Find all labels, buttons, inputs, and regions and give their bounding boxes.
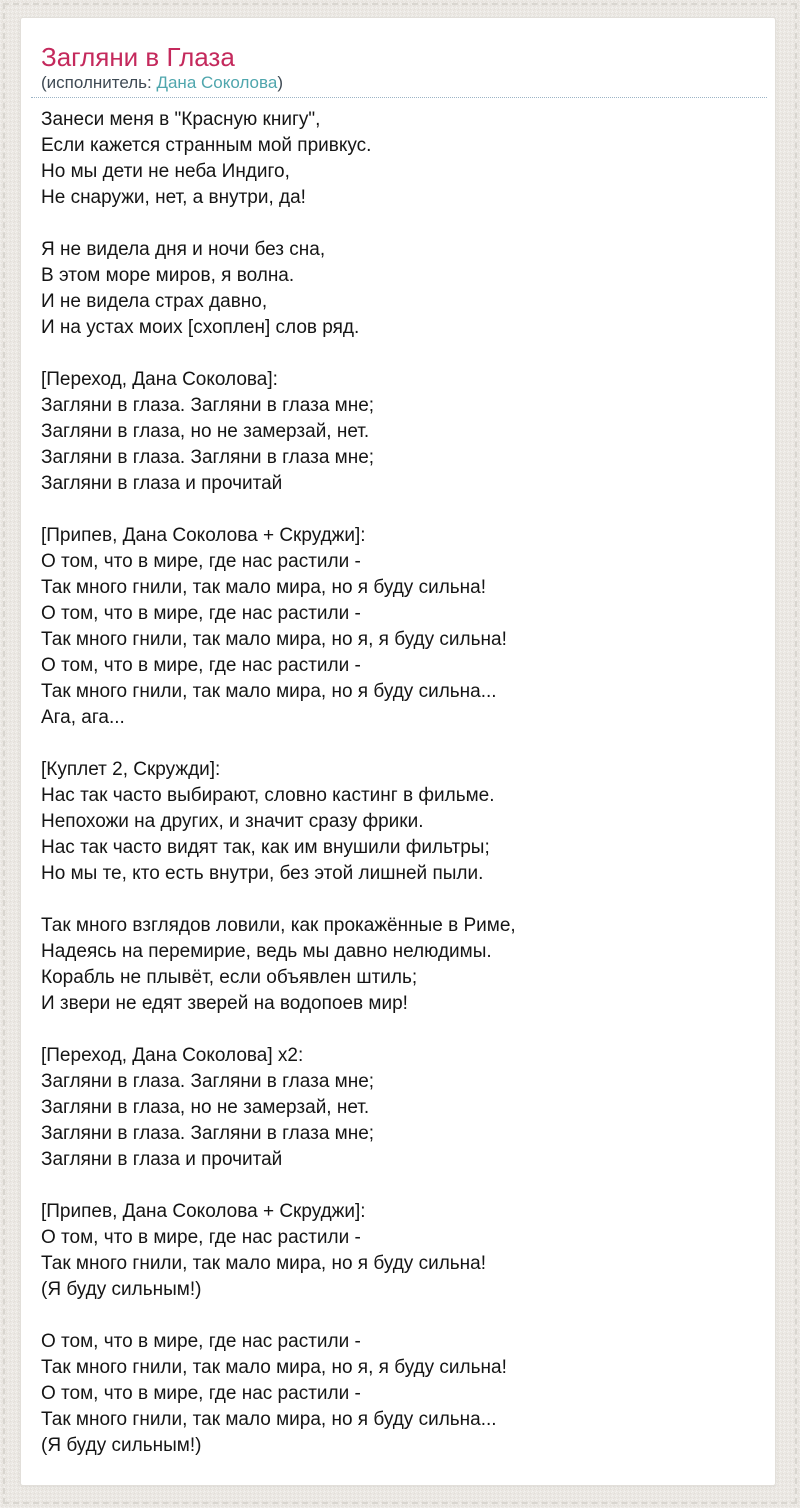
stanza [41,757,755,887]
song-header [31,42,767,98]
lyric-line: И на устах моих [схоплен] слов ряд. [41,317,360,338]
lyric-line: Загляни в глаза. Загляни в глаза мне; [41,1071,375,1092]
lyric-line: И не видела страх давно, [41,291,268,312]
lyric-line: Надеясь на перемирие, ведь мы давно нелюдимы. [41,941,492,962]
artist-label-prefix: (исполнитель: [41,73,157,92]
lyric-line: О том, что в мире, где нас растили - [41,1227,361,1248]
lyric-line: О том, что в мире, где нас растили - [41,655,361,676]
lyric-line: (Я буду сильным!) [41,1435,202,1456]
lyric-line: О том, что в мире, где нас растили - [41,1383,361,1404]
stanza [41,107,755,211]
lyric-line: [Переход, Дана Соколова]: [41,369,278,390]
lyric-line: Загляни в глаза. Загляни в глаза мне; [41,395,375,416]
lyric-line: (Я буду сильным!) [41,1279,202,1300]
lyric-line: И звери не едят зверей на водопоев мир! [41,993,408,1014]
page-title: Загляни в Глаза [41,42,235,72]
artist-link[interactable]: Дана Соколова [156,73,278,92]
lyric-line: Непохожи на других, и значит сразу фрики. [41,811,424,832]
lyric-line: Я не видела дня и ночи без сна, [41,239,326,260]
stanza [41,237,755,341]
lyric-line: О том, что в мире, где нас растили - [41,551,361,572]
lyric-line: [Переход, Дана Соколова] x2: [41,1045,304,1066]
lyrics-card-content [21,18,775,1459]
lyric-line: Занеси меня в "Красную книгу", [41,109,321,130]
lyric-line: Загляни в глаза, но не замерзай, нет. [41,1097,370,1118]
lyrics-card [20,17,776,1486]
artist-line [41,73,755,93]
stanza [41,367,755,497]
lyric-line: О том, что в мире, где нас растили - [41,1331,361,1352]
lyric-line: Так много гнили, так мало мира, но я буду сильна... [41,681,497,702]
lyric-line: Загляни в глаза, но не замерзай, нет. [41,421,370,442]
stanza [41,913,755,1017]
lyric-line: Корабль не плывёт, если объявлен штиль; [41,967,418,988]
lyric-line: Ага, ага... [41,707,125,728]
lyric-line: Нас так часто видят так, как им внушили фильтры; [41,837,490,858]
lyric-line: Загляни в глаза. Загляни в глаза мне; [41,1123,375,1144]
lyric-line: Если кажется странным мой привкус. [41,135,372,156]
stanza [41,1199,755,1303]
stanza [41,1043,755,1173]
lyric-line: В этом море миров, я волна. [41,265,295,286]
lyric-line: Так много гнили, так мало мира, но я буду сильна... [41,1409,497,1430]
lyric-line: Так много гнили, так мало мира, но я, я буду сильна! [41,1357,507,1378]
stanza [41,1329,755,1459]
lyrics-text [41,107,755,1459]
lyric-line: [Куплет 2, Скружди]: [41,759,221,780]
lyric-line: О том, что в мире, где нас растили - [41,603,361,624]
lyric-line: Не снаружи, нет, а внутри, да! [41,187,306,208]
lyric-line: [Припев, Дана Соколова + Скруджи]: [41,525,366,546]
lyric-line: Так много гнили, так мало мира, но я, я буду сильна! [41,629,507,650]
lyric-line: Так много взглядов ловили, как прокажённые в Риме, [41,915,516,936]
lyric-line: Загляни в глаза. Загляни в глаза мне; [41,447,375,468]
artist-label-suffix: ) [277,73,283,92]
lyric-line: Но мы дети не неба Индиго, [41,161,290,182]
lyric-line: [Припев, Дана Соколова + Скруджи]: [41,1201,366,1222]
lyric-line: Но мы те, кто есть внутри, без этой лишней пыли. [41,863,484,884]
lyric-line: Загляни в глаза и прочитай [41,1149,283,1170]
lyric-line: Нас так часто выбирают, словно кастинг в фильме. [41,785,495,806]
lyric-line: Загляни в глаза и прочитай [41,473,283,494]
lyric-line: Так много гнили, так мало мира, но я буду сильна! [41,577,487,598]
stanza [41,523,755,731]
lyric-line: Так много гнили, так мало мира, но я буду сильна! [41,1253,487,1274]
